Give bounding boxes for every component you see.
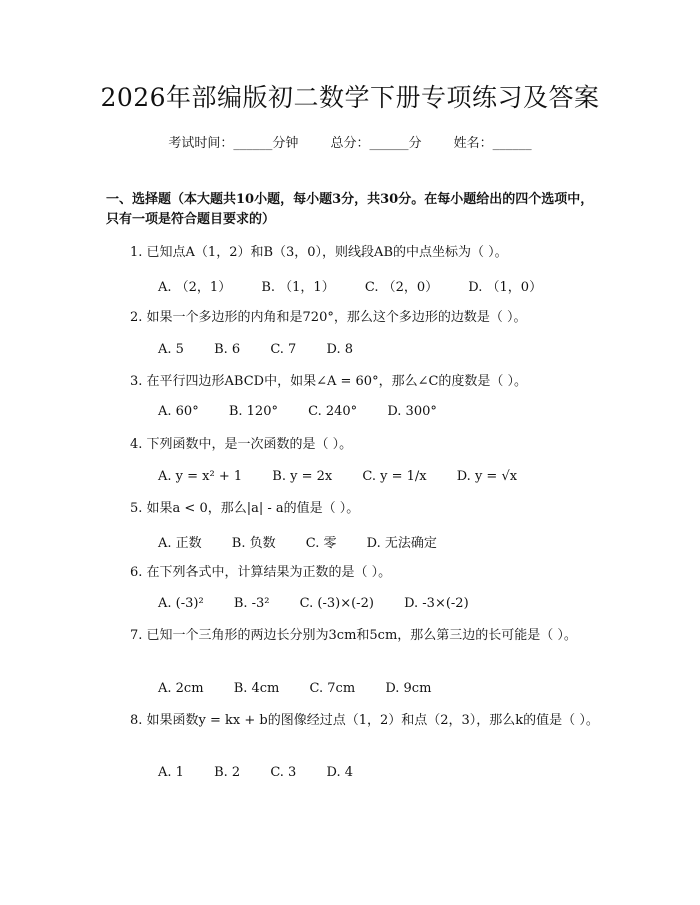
option-c: C. 240°	[308, 404, 358, 419]
page-title: 2026年部编版初二数学下册专项练习及答案	[100, 83, 600, 112]
question-2	[106, 307, 606, 329]
option-b: B. 2	[214, 765, 241, 780]
total-score: 总分：______分	[330, 136, 422, 151]
question-6-options	[158, 596, 598, 611]
option-b: B. （1，1）	[261, 280, 335, 295]
question-3-options	[158, 404, 598, 419]
question-7	[106, 625, 606, 647]
option-c: C. 7	[270, 342, 297, 357]
option-a: A. 1	[158, 765, 184, 780]
option-a: A. 5	[158, 342, 184, 357]
option-c: C. y = 1/x	[362, 469, 427, 484]
option-d: D. -3×(-2)	[404, 596, 469, 611]
question-1-options	[158, 276, 598, 295]
option-c: C. 零	[305, 536, 337, 551]
question-stem: 3. 在平行四边形ABCD中，如果∠A = 60°，那么∠C的度数是（ ）。	[130, 374, 528, 389]
question-3	[106, 371, 606, 393]
option-c: C. (-3)×(-2)	[299, 596, 374, 611]
option-a: A. （2，1）	[158, 280, 232, 295]
option-b: B. 4cm	[233, 681, 280, 696]
question-7-options	[158, 681, 598, 696]
question-5-options	[158, 532, 598, 551]
student-name: 姓名：______	[453, 136, 532, 151]
question-stem: 2. 如果一个多边形的内角和是720°，那么这个多边形的边数是（ ）。	[130, 310, 527, 325]
option-a: A. 2cm	[158, 681, 204, 696]
option-c: C. 7cm	[309, 681, 356, 696]
exam-time: 考试时间：______分钟	[168, 136, 299, 151]
option-d: D. 4	[326, 765, 353, 780]
option-a: A. (-3)²	[158, 596, 204, 611]
exam-meta	[0, 132, 700, 151]
question-6	[106, 562, 606, 584]
question-stem: 1. 已知点A（1，2）和B（3，0），则线段AB的中点坐标为（ ）。	[130, 245, 508, 260]
option-c: C. （2，0）	[364, 280, 439, 295]
section-heading: 一、选择题（本大题共10小题，每小题3分，共30分。在每小题给出的四个选项中，只有一项是符合题目要求的）	[106, 192, 594, 227]
question-5	[106, 498, 606, 520]
option-b: B. -3²	[233, 596, 270, 611]
question-8	[106, 710, 606, 732]
option-d: D. 8	[326, 342, 353, 357]
question-stem: 5. 如果a < 0，那么|a| - a的值是（ ）。	[130, 501, 360, 516]
option-c: C. 3	[270, 765, 297, 780]
option-d: D. 9cm	[385, 681, 432, 696]
question-4-options	[158, 469, 598, 484]
option-b: B. 120°	[228, 404, 278, 419]
question-8-options	[158, 765, 598, 780]
option-d: D. （1，0）	[468, 280, 543, 295]
question-2-options	[158, 342, 598, 357]
question-stem: 7. 已知一个三角形的两边长分别为3cm和5cm，那么第三边的长可能是（ ）。	[130, 628, 577, 643]
option-b: B. y = 2x	[272, 469, 333, 484]
option-a: A. y = x² + 1	[158, 469, 243, 484]
question-4	[106, 434, 606, 456]
option-a: A. 60°	[158, 404, 199, 419]
question-stem: 8. 如果函数y = kx + b的图像经过点（1，2）和点（2，3），那么k的值是（ ）。	[130, 713, 599, 728]
question-stem: 4. 下列函数中，是一次函数的是（ ）。	[130, 437, 353, 452]
option-b: B. 6	[214, 342, 241, 357]
option-a: A. 正数	[158, 536, 202, 551]
option-b: B. 负数	[231, 536, 276, 551]
question-stem: 6. 在下列各式中，计算结果为正数的是（ ）。	[130, 565, 392, 580]
question-1	[106, 242, 606, 264]
option-d: D. y = √x	[456, 469, 518, 484]
option-d: D. 无法确定	[366, 536, 437, 551]
option-d: D. 300°	[387, 404, 437, 419]
